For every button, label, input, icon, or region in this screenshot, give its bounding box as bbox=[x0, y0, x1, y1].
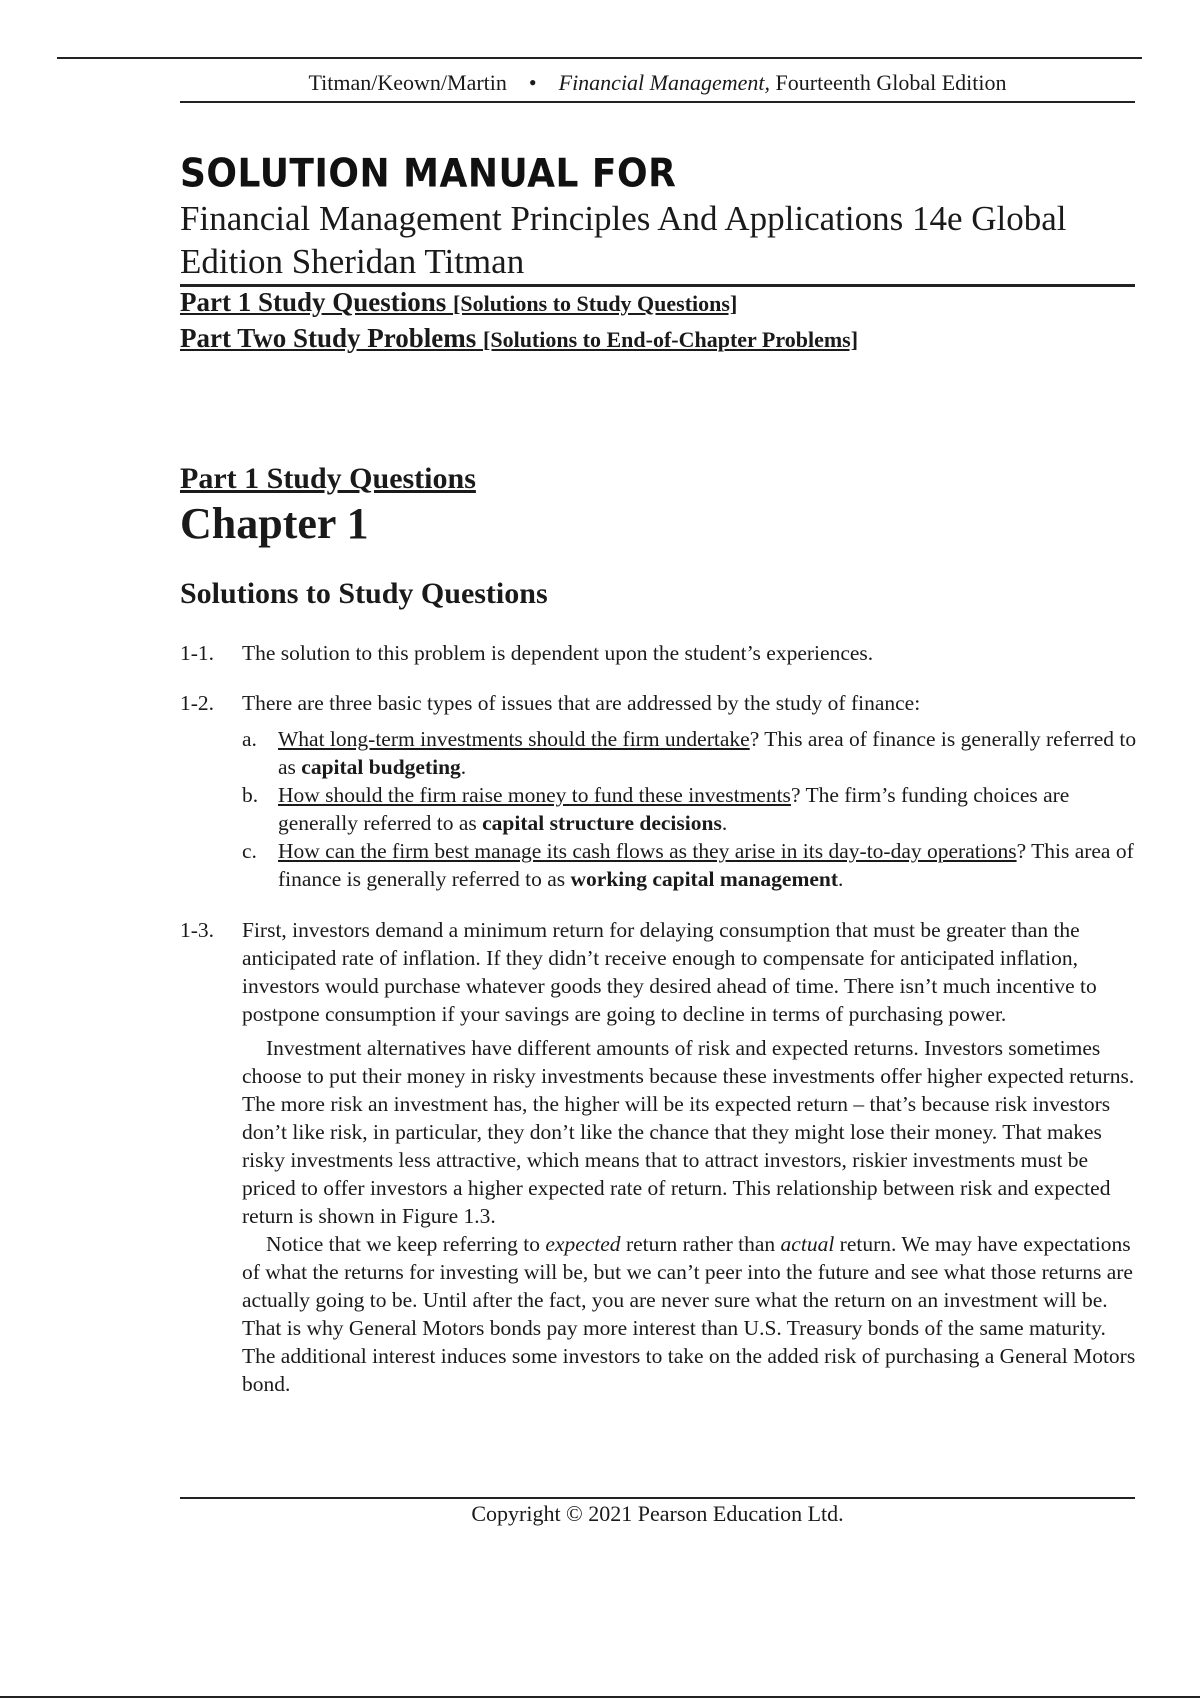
chapter-heading: Chapter 1 bbox=[180, 499, 369, 548]
answer-paragraph-2: Investment alternatives have different amounts of risk and expected returns. Investors sometimes choose to put their money in risky investments because these investments offer higher expected returns. The more risk an investment has, the higher will be its expected return – that’s because risk investors don’t like risk, in particular, they don’t like the chance that they might lose their money. That makes risky investments less attractive, which means that to attract investors, riskier investments must be priced to offer investors a higher expected rate of return. This relationship between risk and expected return is shown in Figure 1.3. bbox=[242, 1036, 1135, 1228]
question-intro: There are three basic types of issues that are addressed by the study of finance: bbox=[242, 691, 921, 715]
question-1-2 bbox=[180, 689, 1140, 893]
item-end: . bbox=[460, 755, 467, 779]
p3-text-b: return rather than bbox=[620, 1232, 781, 1256]
question-number: 1-1. bbox=[180, 641, 215, 665]
header-authors: Titman/Keown/Martin bbox=[308, 70, 507, 95]
solution-manual-title: SOLUTION MANUAL FOR bbox=[180, 152, 677, 197]
list-item bbox=[242, 781, 1140, 837]
section-heading: Solutions to Study Questions bbox=[180, 577, 548, 610]
footer-rule bbox=[180, 1497, 1135, 1499]
question-1-3 bbox=[180, 916, 1140, 1398]
item-text: ? The firm’s funding choices are generally referred to as bbox=[278, 783, 1070, 835]
top-page-rule bbox=[57, 57, 1142, 59]
item-letter: c. bbox=[242, 839, 257, 863]
item-end: . bbox=[838, 867, 844, 891]
list-item bbox=[242, 725, 1140, 781]
part-1-label: Part 1 Study Questions bbox=[180, 287, 454, 317]
item-text: ? This area of finance is generally referred to as bbox=[278, 727, 1137, 779]
list-item bbox=[242, 837, 1140, 893]
question-1-1 bbox=[180, 639, 1140, 667]
item-letter: b. bbox=[242, 783, 259, 807]
part-heading: Part 1 Study Questions bbox=[180, 462, 476, 495]
part-2-link[interactable] bbox=[180, 323, 858, 354]
p3-emphasis-actual: actual bbox=[780, 1232, 835, 1256]
header-bullet: • bbox=[528, 70, 537, 95]
p3-emphasis-expected: expected bbox=[545, 1232, 621, 1256]
answer-paragraph-3 bbox=[242, 1230, 1140, 1398]
item-question: How should the firm raise money to fund these investments bbox=[278, 783, 791, 807]
item-term: working capital management bbox=[570, 867, 839, 891]
part-1-link[interactable] bbox=[180, 287, 737, 318]
item-term: capital budgeting bbox=[301, 755, 461, 779]
header-edition: Fourteenth Global Edition bbox=[770, 70, 1007, 95]
running-header bbox=[180, 70, 1135, 96]
part-2-detail: [Solutions to End-of-Chapter Problems] bbox=[483, 327, 859, 352]
p3-text-a: Notice that we keep referring to bbox=[266, 1232, 546, 1256]
question-answer: The solution to this problem is dependent upon the student’s experiences. bbox=[242, 641, 874, 665]
p3-text-c: return. We may have expectations of what the returns for investing will be, but we can’t peer into the future and see what those returns are actually going to be. Until after the fact, you are never sure what the return on an investment will be. That is why General Motors bonds pay more interest than U.S. Treasury bonds of the same maturity. The additional interest induces some investors to take on the added risk of purchasing a General Motors bond. bbox=[242, 1232, 1136, 1396]
item-end: . bbox=[721, 811, 728, 835]
question-number: 1-3. bbox=[180, 918, 215, 942]
header-underline bbox=[180, 101, 1135, 103]
item-text: ? This area of finance is generally referred to as bbox=[278, 839, 1134, 891]
item-term: capital structure decisions bbox=[482, 811, 722, 835]
copyright-footer: Copyright © 2021 Pearson Education Ltd. bbox=[471, 1501, 844, 1526]
part-2-label: Part Two Study Problems bbox=[180, 323, 484, 353]
item-letter: a. bbox=[242, 727, 257, 751]
bottom-page-rule bbox=[0, 1696, 1200, 1698]
part-1-detail: [Solutions to Study Questions] bbox=[453, 291, 738, 316]
header-book-title: Financial Management, bbox=[558, 70, 771, 95]
item-question: What long-term investments should the firm undertake bbox=[278, 727, 750, 751]
answer-paragraph-1: First, investors demand a minimum return for delaying consumption that must be greater than the anticipated rate of inflation. If they didn’t receive enough to compensate for anticipated inflation, investors would purchase whatever goods they desired ahead of time. There isn’t much incentive to postpone consumption if your savings are going to decline in terms of purchasing power. bbox=[242, 918, 1097, 1026]
answer-body bbox=[242, 916, 1140, 1398]
item-question: How can the firm best manage its cash flows as they arise in its day-to-day operations bbox=[278, 839, 1017, 863]
question-number: 1-2. bbox=[180, 691, 215, 715]
book-title: Financial Management Principles And Applications 14e Global Edition Sheridan Titman bbox=[180, 199, 1067, 281]
